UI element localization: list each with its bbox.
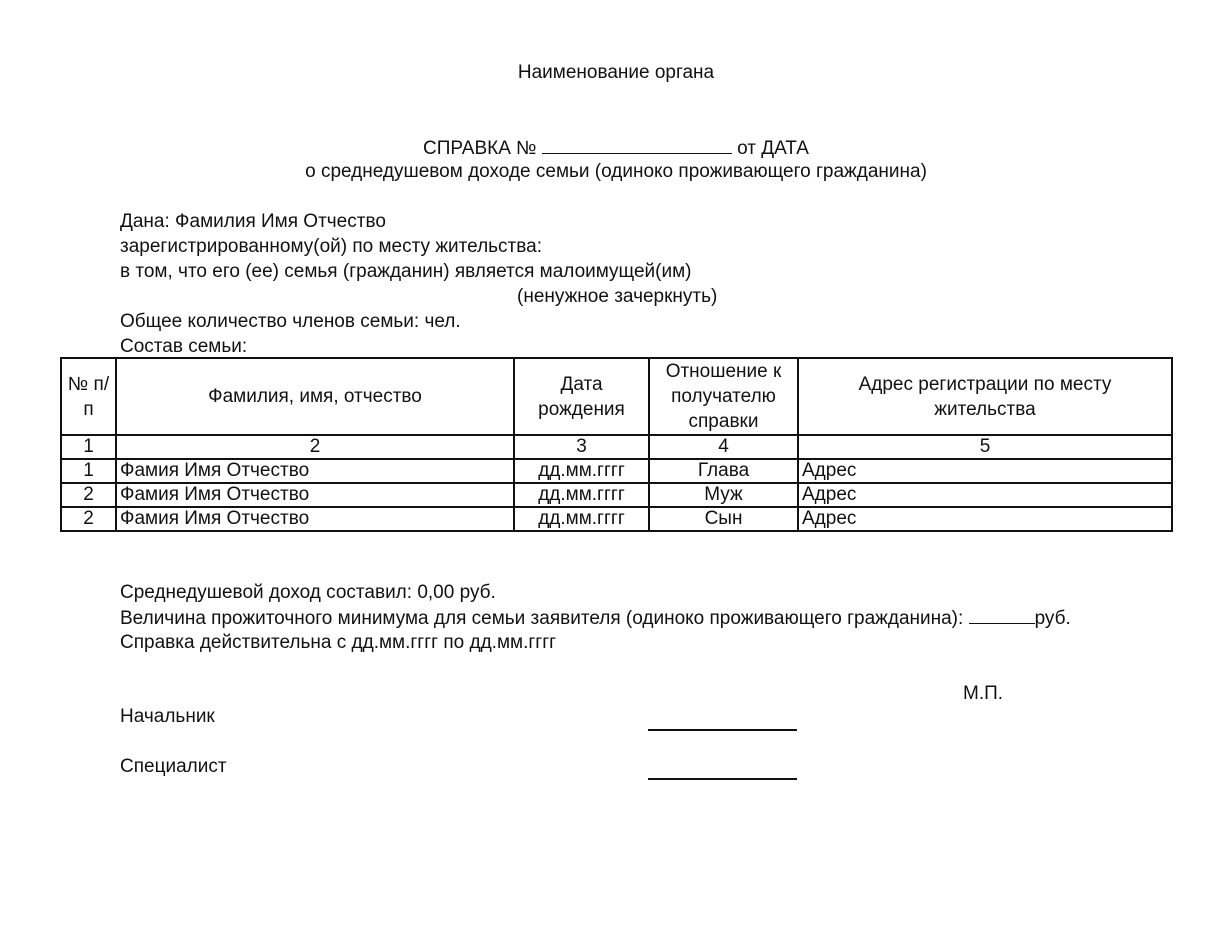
strike-note: (ненужное зачеркнуть) bbox=[517, 286, 718, 307]
column-number: 5 bbox=[798, 435, 1172, 459]
specialist-signature-line[interactable] bbox=[648, 778, 797, 780]
document-subtitle: о среднедушевом доходе семьи (одиноко проживающего гражданина) bbox=[305, 161, 927, 182]
cell-full-name: Фамия Имя Отчество bbox=[116, 459, 514, 483]
document-title bbox=[0, 137, 1232, 160]
organization-name: Наименование органа bbox=[517, 62, 715, 83]
table-header-row bbox=[61, 358, 1172, 435]
recipient-line: Дана: Фамилия Имя Отчество bbox=[120, 211, 386, 232]
cell-number: 2 bbox=[61, 507, 116, 531]
family-table bbox=[60, 357, 1173, 532]
column-number-row bbox=[61, 435, 1172, 459]
header-full-name: Фамилия, имя, отчество bbox=[116, 358, 514, 435]
cell-relation: Сын bbox=[649, 507, 798, 531]
cell-number: 2 bbox=[61, 483, 116, 507]
cell-address: Адрес bbox=[798, 459, 1172, 483]
cell-full-name: Фамия Имя Отчество bbox=[116, 483, 514, 507]
subsistence-minimum-label: Величина прожиточного минимума для семьи заявителя (одиноко проживающего гражданина): bbox=[120, 608, 964, 629]
cell-address: Адрес bbox=[798, 483, 1172, 507]
table-row bbox=[61, 507, 1172, 531]
cell-birth-date: дд.мм.гггг bbox=[514, 483, 649, 507]
cell-number: 1 bbox=[61, 459, 116, 483]
header-relation: Отношение к получателю справки bbox=[649, 358, 798, 435]
header-birth-date: Дата рождения bbox=[514, 358, 649, 435]
family-composition-label: Состав семьи: bbox=[120, 336, 248, 357]
cell-full-name: Фамия Имя Отчество bbox=[116, 507, 514, 531]
column-number: 3 bbox=[514, 435, 649, 459]
cell-birth-date: дд.мм.гггг bbox=[514, 507, 649, 531]
registration-line: зарегистрированному(ой) по месту жительства: bbox=[120, 236, 542, 257]
cell-relation: Глава bbox=[649, 459, 798, 483]
title-date: от ДАТА bbox=[737, 138, 809, 159]
table-row bbox=[61, 483, 1172, 507]
certificate-number-field[interactable] bbox=[542, 137, 732, 154]
column-number: 1 bbox=[61, 435, 116, 459]
subsistence-minimum-unit: руб. bbox=[1034, 608, 1071, 629]
chief-signature-line[interactable] bbox=[648, 729, 797, 731]
average-income-line: Среднедушевой доход составил: 0,00 руб. bbox=[120, 582, 496, 603]
cell-relation: Муж bbox=[649, 483, 798, 507]
subsistence-minimum-field[interactable] bbox=[969, 607, 1035, 624]
table-row bbox=[61, 459, 1172, 483]
validity-line: Справка действительна с дд.мм.гггг по дд.мм.гггг bbox=[120, 632, 557, 653]
subsistence-minimum-line bbox=[120, 607, 1071, 630]
family-count-line: Общее количество членов семьи: чел. bbox=[120, 311, 461, 332]
status-line: в том, что его (ее) семья (гражданин) является малоимущей(им) bbox=[120, 261, 692, 282]
header-number: № п/п bbox=[61, 358, 116, 435]
chief-label: Начальник bbox=[120, 706, 215, 727]
column-number: 4 bbox=[649, 435, 798, 459]
title-prefix: СПРАВКА № bbox=[423, 138, 537, 159]
stamp-place: М.П. bbox=[963, 683, 1004, 704]
column-number: 2 bbox=[116, 435, 514, 459]
specialist-label: Специалист bbox=[120, 756, 227, 777]
cell-birth-date: дд.мм.гггг bbox=[514, 459, 649, 483]
header-address: Адрес регистрации по месту жительства bbox=[798, 358, 1172, 435]
cell-address: Адрес bbox=[798, 507, 1172, 531]
